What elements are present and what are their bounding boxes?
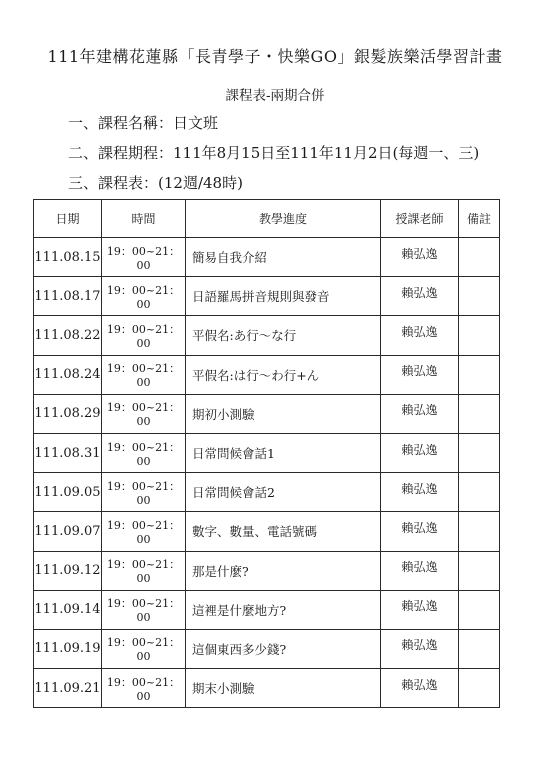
cell-date: 111.08.15 — [34, 238, 102, 277]
cell-time: 19：00~21：00 — [102, 590, 186, 629]
teacher-name: 賴弘逸 — [401, 403, 438, 418]
teacher-name: 賴弘逸 — [401, 481, 438, 496]
cell-progress: 這裡是什麼地方? — [186, 590, 381, 629]
cell-progress: 期末小測驗 — [186, 669, 381, 708]
course-period: 二、課程期程：111年8月15日至111年11月2日(每週一、三) — [68, 144, 480, 162]
cell-teacher — [381, 238, 459, 277]
cell-teacher — [381, 551, 459, 590]
cell-progress: 日常問候會話2 — [186, 473, 381, 512]
cell-time: 19：00~21：00 — [102, 669, 186, 708]
cell-notes — [459, 433, 500, 472]
teacher-name: 賴弘逸 — [401, 364, 438, 379]
cell-notes — [459, 551, 500, 590]
table-row — [34, 238, 500, 277]
cell-teacher — [381, 316, 459, 355]
table-row — [34, 433, 500, 472]
header-teacher: 授課老師 — [381, 200, 459, 238]
table-row — [34, 316, 500, 355]
cell-date: 111.08.29 — [34, 394, 102, 433]
document-subtitle: 課程表-兩期合併 — [225, 88, 325, 104]
table-row — [34, 669, 500, 708]
header-date: 日期 — [34, 200, 102, 238]
cell-teacher — [381, 473, 459, 512]
cell-date: 111.09.19 — [34, 629, 102, 668]
cell-progress: 那是什麼? — [186, 551, 381, 590]
teacher-name: 賴弘逸 — [401, 638, 438, 653]
teacher-name: 賴弘逸 — [401, 246, 438, 261]
table-row — [34, 590, 500, 629]
cell-time: 19：00~21：00 — [102, 512, 186, 551]
cell-time: 19：00~21：00 — [102, 394, 186, 433]
cell-notes — [459, 669, 500, 708]
cell-teacher — [381, 512, 459, 551]
cell-time: 19：00~21：00 — [102, 551, 186, 590]
table-row — [34, 277, 500, 316]
header-time: 時間 — [102, 200, 186, 238]
cell-date: 111.09.12 — [34, 551, 102, 590]
cell-teacher — [381, 277, 459, 316]
cell-notes — [459, 512, 500, 551]
cell-time: 19：00~21：00 — [102, 316, 186, 355]
cell-time: 19：00~21：00 — [102, 277, 186, 316]
cell-date: 111.09.21 — [34, 669, 102, 708]
teacher-name: 賴弘逸 — [401, 285, 438, 300]
table-header-row — [34, 200, 500, 238]
table-row — [34, 551, 500, 590]
cell-teacher — [381, 629, 459, 668]
cell-teacher — [381, 669, 459, 708]
cell-date: 111.08.24 — [34, 355, 102, 394]
cell-notes — [459, 394, 500, 433]
cell-teacher — [381, 433, 459, 472]
table-row — [34, 394, 500, 433]
cell-teacher — [381, 355, 459, 394]
header-progress: 教學進度 — [186, 200, 381, 238]
cell-date: 111.08.22 — [34, 316, 102, 355]
teacher-name: 賴弘逸 — [401, 677, 438, 692]
cell-notes — [459, 629, 500, 668]
cell-date: 111.09.05 — [34, 473, 102, 512]
cell-notes — [459, 473, 500, 512]
cell-progress: 平假名:あ行～な行 — [186, 316, 381, 355]
cell-time: 19：00~21：00 — [102, 433, 186, 472]
schedule-table — [33, 199, 500, 708]
cell-time: 19：00~21：00 — [102, 238, 186, 277]
cell-date: 111.08.17 — [34, 277, 102, 316]
table-row — [34, 473, 500, 512]
cell-notes — [459, 355, 500, 394]
cell-progress: 數字、數量、電話號碼 — [186, 512, 381, 551]
cell-notes — [459, 316, 500, 355]
cell-notes — [459, 238, 500, 277]
teacher-name: 賴弘逸 — [401, 324, 438, 339]
document-title: 111年建構花蓮縣「長青學子・快樂GO」銀髮族樂活學習計畫 — [47, 47, 503, 66]
cell-time: 19：00~21：00 — [102, 473, 186, 512]
schedule-label: 三、課程表：(12週/48時) — [68, 174, 243, 192]
cell-time: 19：00~21：00 — [102, 355, 186, 394]
cell-progress: 平假名:は行～わ行+ん — [186, 355, 381, 394]
cell-progress: 日語羅馬拼音規則與發音 — [186, 277, 381, 316]
teacher-name: 賴弘逸 — [401, 560, 438, 575]
teacher-name: 賴弘逸 — [401, 442, 438, 457]
cell-progress: 期初小測驗 — [186, 394, 381, 433]
table-row — [34, 355, 500, 394]
cell-notes — [459, 277, 500, 316]
course-name: 一、課程名稱：日文班 — [68, 114, 219, 132]
header-notes: 備註 — [459, 200, 500, 238]
cell-date: 111.09.07 — [34, 512, 102, 551]
cell-progress: 簡易自我介紹 — [186, 238, 381, 277]
cell-time: 19：00~21：00 — [102, 629, 186, 668]
teacher-name: 賴弘逸 — [401, 599, 438, 614]
cell-date: 111.09.14 — [34, 590, 102, 629]
cell-teacher — [381, 394, 459, 433]
cell-progress: 日常問候會話1 — [186, 433, 381, 472]
cell-notes — [459, 590, 500, 629]
cell-progress: 這個東西多少錢? — [186, 629, 381, 668]
cell-date: 111.08.31 — [34, 433, 102, 472]
table-row — [34, 512, 500, 551]
cell-teacher — [381, 590, 459, 629]
teacher-name: 賴弘逸 — [401, 520, 438, 535]
table-row — [34, 629, 500, 668]
